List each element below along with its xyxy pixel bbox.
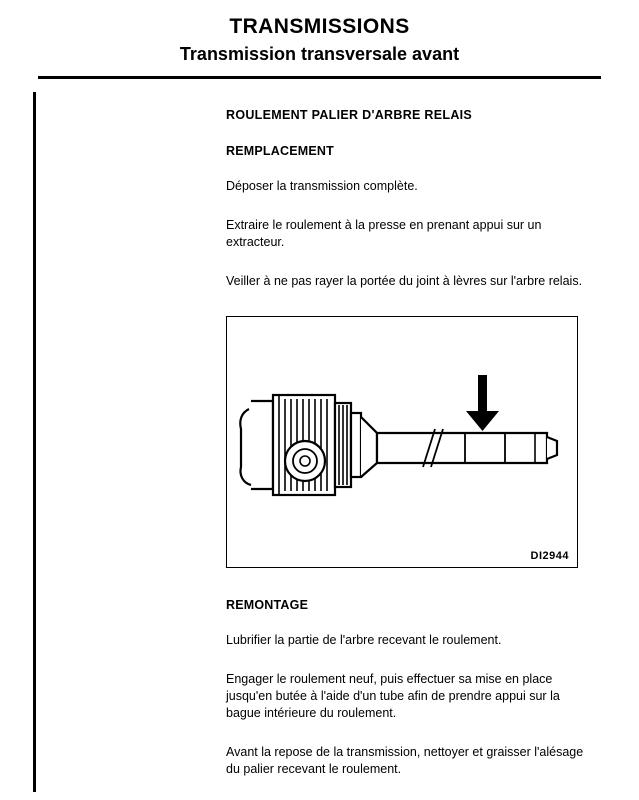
content-bottom: [226, 598, 591, 800]
content-top: [226, 108, 586, 312]
shaft-diagram: [227, 317, 576, 566]
arrow-down-icon: [466, 375, 499, 431]
page-header: [0, 0, 639, 66]
left-margin-bar: [33, 92, 36, 792]
paragraph: Engager le roulement neuf, puis effectuer sa mise en place jusqu'en butée à l'aide d'un tube afin de prendre appui sur la bague intérieure du roulement.: [226, 672, 560, 720]
section-title: ROULEMENT PALIER D'ARBRE RELAIS: [226, 108, 473, 122]
subsection-title-reassembly: REMONTAGE: [226, 598, 309, 612]
header-subtitle: Transmission transversale avant: [179, 44, 460, 64]
paragraph: Lubrifier la partie de l'arbre recevant le roulement.: [226, 633, 502, 647]
paragraph: Extraire le roulement à la presse en prenant appui sur un extracteur.: [226, 218, 542, 249]
figure-shaft-bearing: [226, 316, 578, 568]
header-title: TRANSMISSIONS: [229, 15, 410, 38]
figure-id-label: DI2944: [530, 550, 569, 562]
header-divider: [38, 76, 601, 79]
paragraph: Avant la repose de la transmission, nettoyer et graisser l'alésage du palier recevant le roulement.: [226, 745, 584, 776]
paragraph: Veiller à ne pas rayer la portée du joint à lèvres sur l'arbre relais.: [226, 274, 583, 288]
subsection-title-replacement: REMPLACEMENT: [226, 144, 334, 158]
paragraph: Déposer la transmission complète.: [226, 179, 418, 193]
